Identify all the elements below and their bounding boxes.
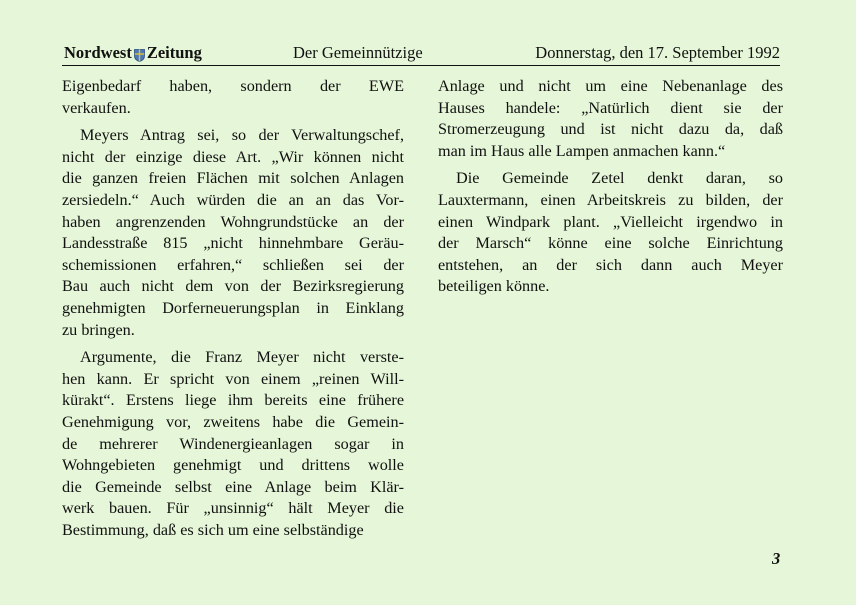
- text-line: Genehmigung vor, zweitens habe die Gemein-: [62, 412, 404, 431]
- text-line: man im Haus alle Lampen anmachen kann.“: [438, 141, 726, 160]
- text-line: Meyers Antrag sei, so der Verwaltungschef,: [80, 126, 404, 145]
- text-line: hen kann. Er spricht von einem „reinen Will-: [62, 369, 404, 388]
- text-line: Hauses handele: „Natürlich dient sie der: [438, 98, 783, 117]
- text-line: zersiedeln.“ Auch würden die an an das Vor-: [62, 190, 404, 209]
- text-line: entstehen, an der sich dann auch Meyer: [438, 255, 783, 274]
- page-number: 3: [772, 549, 781, 568]
- text-line: Argumente, die Franz Meyer nicht verste-: [80, 348, 404, 367]
- issue-date: Donnerstag, den 17. September 1992: [535, 43, 780, 62]
- text-line: genehmigten Dorferneuerungsplan in Einklang: [62, 298, 404, 317]
- text-line: die ganzen freien Flächen mit solchen Anlagen: [62, 169, 404, 188]
- brand-name-part2: Zeitung: [146, 43, 202, 62]
- text-line: verkaufen.: [62, 98, 131, 117]
- text-line: haben angrenzenden Wohngrundstücke an der: [62, 212, 404, 231]
- newspaper-brand: [64, 43, 202, 63]
- coat-of-arms-icon: [134, 47, 145, 60]
- text-line: zu bringen.: [62, 320, 135, 339]
- text-line: Bau auch nicht dem von der Bezirksregierung: [62, 277, 404, 296]
- text-line: der Marsch“ könne eine solche Einrichtung: [438, 234, 783, 253]
- article-column-right: [438, 76, 783, 298]
- text-line: kürakt“. Erstens liege ihm bereits eine frühere: [62, 391, 404, 410]
- article-column-left: [62, 76, 404, 541]
- text-line: Eigenbedarf haben, sondern der EWE: [62, 77, 404, 95]
- text-line: Landesstraße 815 „nicht hinnehmbare Geräu-: [62, 234, 404, 253]
- text-line: die Gemeinde selbst eine Anlage beim Klär-: [62, 477, 404, 496]
- text-line: schemissionen erfahren,“ schließen sei der: [62, 255, 404, 274]
- text-line: Bestimmung, daß es sich um eine selbständige: [62, 520, 364, 539]
- text-line: de mehrerer Windenergieanlagen sogar in: [62, 434, 404, 453]
- text-line: einen Windpark plant. „Vielleicht irgendwo in: [438, 212, 783, 231]
- text-line: Die Gemeinde Zetel denkt daran, so: [456, 169, 783, 188]
- text-line: Lauxtermann, einen Arbeitskreis zu bilden, der: [438, 190, 783, 209]
- text-line: werk bauen. Für „unsinnig“ hält Meyer die: [62, 499, 404, 518]
- text-line: Wohngebieten genehmigt und drittens wolle: [62, 456, 404, 475]
- text-line: beteiligen könne.: [438, 277, 550, 296]
- page-header: [62, 43, 780, 66]
- text-line: Anlage und nicht um eine Nebenanlage des: [438, 77, 783, 95]
- text-line: nicht der einzige diese Art. „Wir können nicht: [62, 147, 404, 166]
- brand-name-part1: Nordwest: [64, 43, 132, 62]
- section-title: Der Gemeinnützige: [293, 43, 423, 62]
- text-line: Stromerzeugung und ist nicht dazu da, daß: [438, 120, 783, 139]
